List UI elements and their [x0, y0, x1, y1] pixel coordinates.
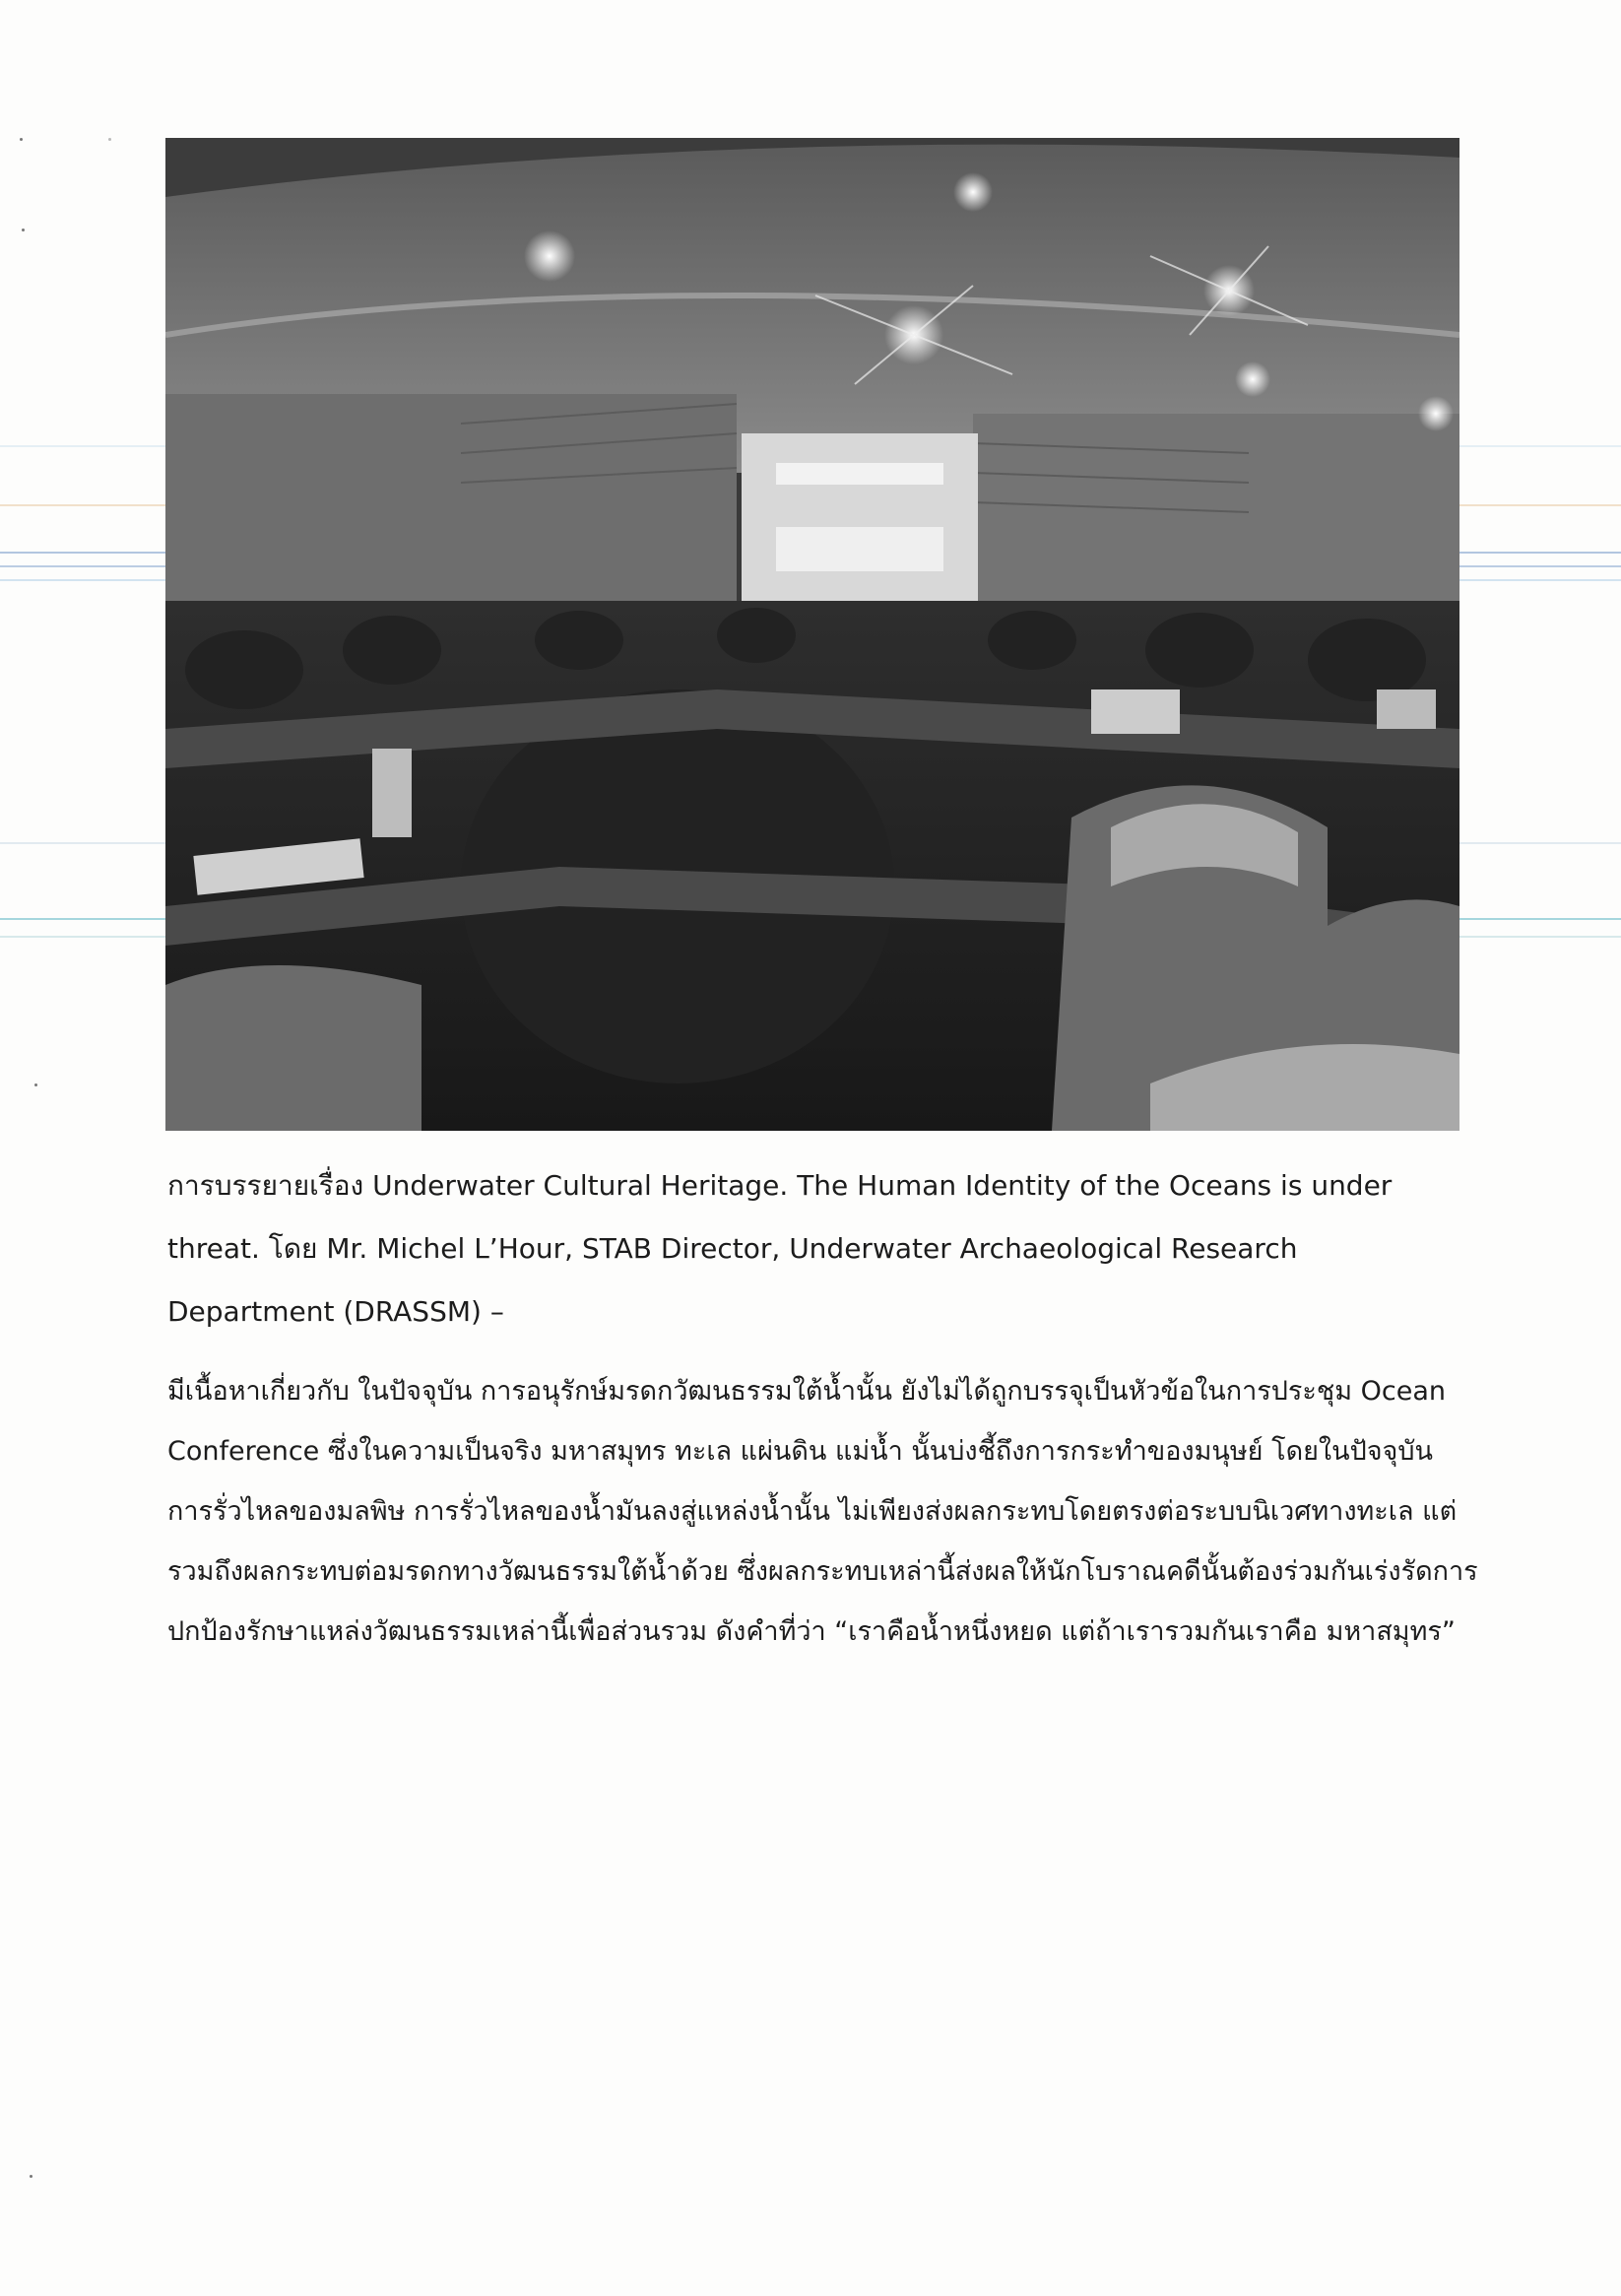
caption-line: threat. โดย Mr. Michel L’Hour, STAB Director, Underwater Archaeological Research [167, 1232, 1298, 1265]
scan-speck [34, 1083, 37, 1086]
scan-speck [108, 138, 111, 141]
conference-photo-drawing [165, 138, 1459, 1131]
body-line: Conference ซึ่งในความเป็นจริง มหาสมุทร ทะเล แผ่นดิน แม่น้ำ นั้นบ่งชี้ถึงการกระทำของมนุษย์ โดยในปัจจุบัน [167, 1436, 1433, 1467]
caption-line: การบรรยายเรื่อง Underwater Cultural Heritage. The Human Identity of the Oceans is under [167, 1169, 1393, 1202]
body-line: การรั่วไหลของมลพิษ การรั่วไหลของน้ำมันลงสู่แหล่งน้ำนั้น ไม่เพียงส่งผลกระทบโดยตรงต่อระบบนิเวศทางทะเล แต่ [167, 1496, 1458, 1527]
conference-photo [165, 138, 1459, 1131]
caption-line: Department (DRASSM) – [167, 1295, 504, 1328]
scan-speck [30, 2175, 32, 2178]
body-paragraph [167, 1361, 1478, 1662]
scan-speck [20, 138, 23, 141]
scan-speck [22, 229, 25, 231]
body-line: ปกป้องรักษาแหล่งวัฒนธรรมเหล่านี้เพื่อส่วนรวม ดังคำที่ว่า “เราคือน้ำหนึ่งหยด แต่ถ้าเรารวมกันเราคือ มหาสมุทร” [167, 1616, 1456, 1647]
body-line: รวมถึงผลกระทบต่อมรดกทางวัฒนธรรมใต้น้ำด้วย ซึ่งผลกระทบเหล่านี้ส่งผลให้นักโบราณคดีนั้นต้องร่วมกันเร่งรัดการ [167, 1556, 1478, 1587]
photo-caption [167, 1154, 1458, 1344]
body-line: มีเนื้อหาเกี่ยวกับ ในปัจจุบัน การอนุรักษ์มรดกวัฒนธรรมใต้น้ำนั้น ยังไม่ได้ถูกบรรจุเป็นหัวข้อในการประชุม Ocean [167, 1376, 1446, 1407]
